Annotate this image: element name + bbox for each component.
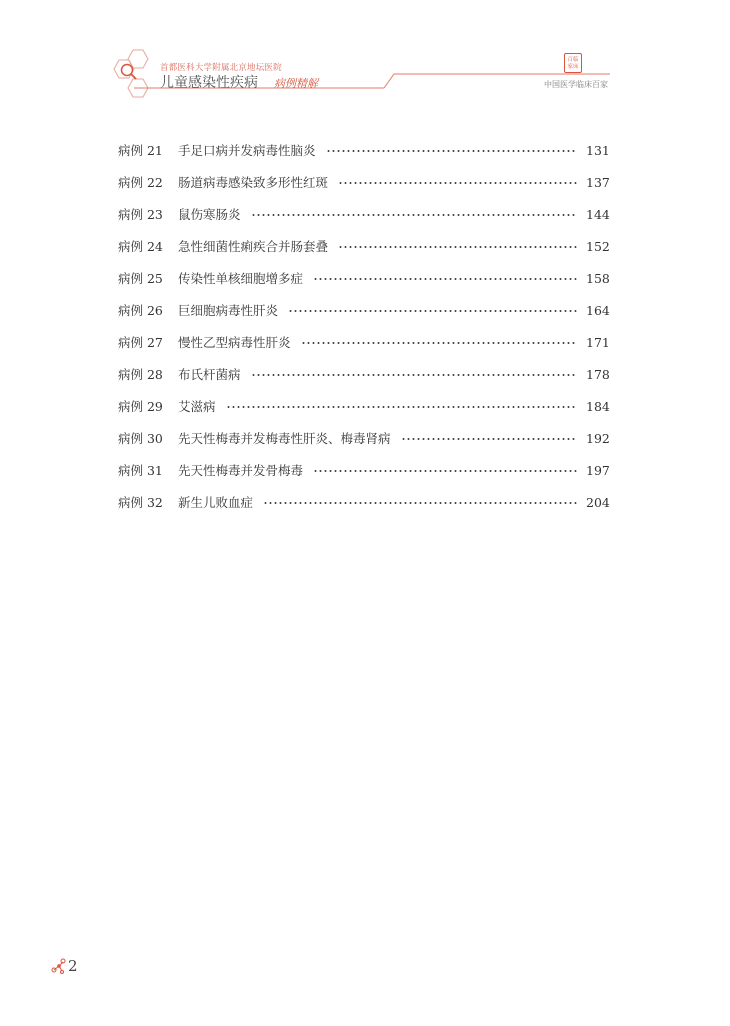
case-number: 病例 21 <box>118 143 163 158</box>
case-number: 病例 24 <box>118 239 163 254</box>
dot-leader <box>313 470 577 472</box>
page-number: 204 <box>586 494 610 510</box>
toc-entry[interactable] <box>118 230 608 262</box>
toc-entry[interactable] <box>118 358 608 390</box>
toc-entry[interactable] <box>118 486 608 518</box>
dot-leader <box>288 310 577 312</box>
case-title: 鼠伤寒肠炎 <box>178 207 241 222</box>
case-title: 布氏杆菌病 <box>178 367 241 382</box>
page-number: 152 <box>586 238 610 254</box>
case-title: 先天性梅毒并发骨梅毒 <box>178 463 304 478</box>
case-number: 病例 27 <box>118 335 163 350</box>
page-number: 164 <box>586 302 610 318</box>
toc-entry[interactable] <box>118 294 608 326</box>
table-of-contents <box>118 134 608 518</box>
page-folio-number: 2 <box>68 957 78 975</box>
toc-entry[interactable] <box>118 390 608 422</box>
toc-entry[interactable] <box>118 134 608 166</box>
case-title: 艾滋病 <box>178 399 216 414</box>
dot-leader <box>263 502 577 504</box>
page-number: 131 <box>586 142 610 158</box>
header-divider-line <box>0 0 730 110</box>
molecule-icon <box>50 956 68 976</box>
dot-leader <box>226 406 577 408</box>
page-number: 178 <box>586 366 610 382</box>
dot-leader <box>401 438 577 440</box>
case-title: 巨细胞病毒性肝炎 <box>178 303 279 318</box>
case-number: 病例 23 <box>118 207 163 222</box>
toc-entry[interactable] <box>118 166 608 198</box>
toc-entry[interactable] <box>118 454 608 486</box>
case-number: 病例 30 <box>118 431 163 446</box>
case-number: 病例 26 <box>118 303 163 318</box>
case-number: 病例 31 <box>118 463 163 478</box>
hospital-name: 首都医科大学附属北京地坛医院 <box>160 63 282 73</box>
case-number: 病例 25 <box>118 271 163 286</box>
page-number: 137 <box>586 174 610 190</box>
case-number: 病例 32 <box>118 495 163 510</box>
dot-leader <box>251 374 577 376</box>
toc-entry[interactable] <box>118 262 608 294</box>
case-title: 先天性梅毒并发梅毒性肝炎、梅毒肾病 <box>178 431 391 446</box>
dot-leader <box>251 214 577 216</box>
dot-leader <box>338 182 577 184</box>
book-subtitle: 病例精解 <box>274 77 318 90</box>
case-number: 病例 28 <box>118 367 163 382</box>
dot-leader <box>301 342 577 344</box>
toc-entry[interactable] <box>118 198 608 230</box>
dot-leader <box>338 246 577 248</box>
case-title: 手足口病并发病毒性脑炎 <box>178 143 316 158</box>
page-number: 184 <box>586 398 610 414</box>
toc-entry[interactable] <box>118 326 608 358</box>
case-title: 急性细菌性痢疾合并肠套叠 <box>178 239 329 254</box>
page-number: 197 <box>586 462 610 478</box>
dot-leader <box>326 150 577 152</box>
page-number: 144 <box>586 206 610 222</box>
case-number: 病例 22 <box>118 175 163 190</box>
book-title: 儿童感染性疾病 <box>160 75 258 91</box>
case-title: 传染性单核细胞增多症 <box>178 271 304 286</box>
case-number: 病例 29 <box>118 399 163 414</box>
page-number: 171 <box>586 334 610 350</box>
seal-logo <box>564 53 582 73</box>
seal-text-top: 百临 <box>567 57 579 63</box>
case-title: 肠道病毒感染致多形性红斑 <box>178 175 329 190</box>
page-number: 158 <box>586 270 610 286</box>
page-number: 192 <box>586 430 610 446</box>
case-title: 慢性乙型病毒性肝炎 <box>178 335 291 350</box>
case-title: 新生儿败血症 <box>178 495 254 510</box>
toc-entry[interactable] <box>118 422 608 454</box>
series-name: 中国医学临床百家 <box>544 80 608 89</box>
seal-text-bottom: 家床 <box>567 64 579 70</box>
page-header <box>0 0 730 110</box>
dot-leader <box>313 278 577 280</box>
